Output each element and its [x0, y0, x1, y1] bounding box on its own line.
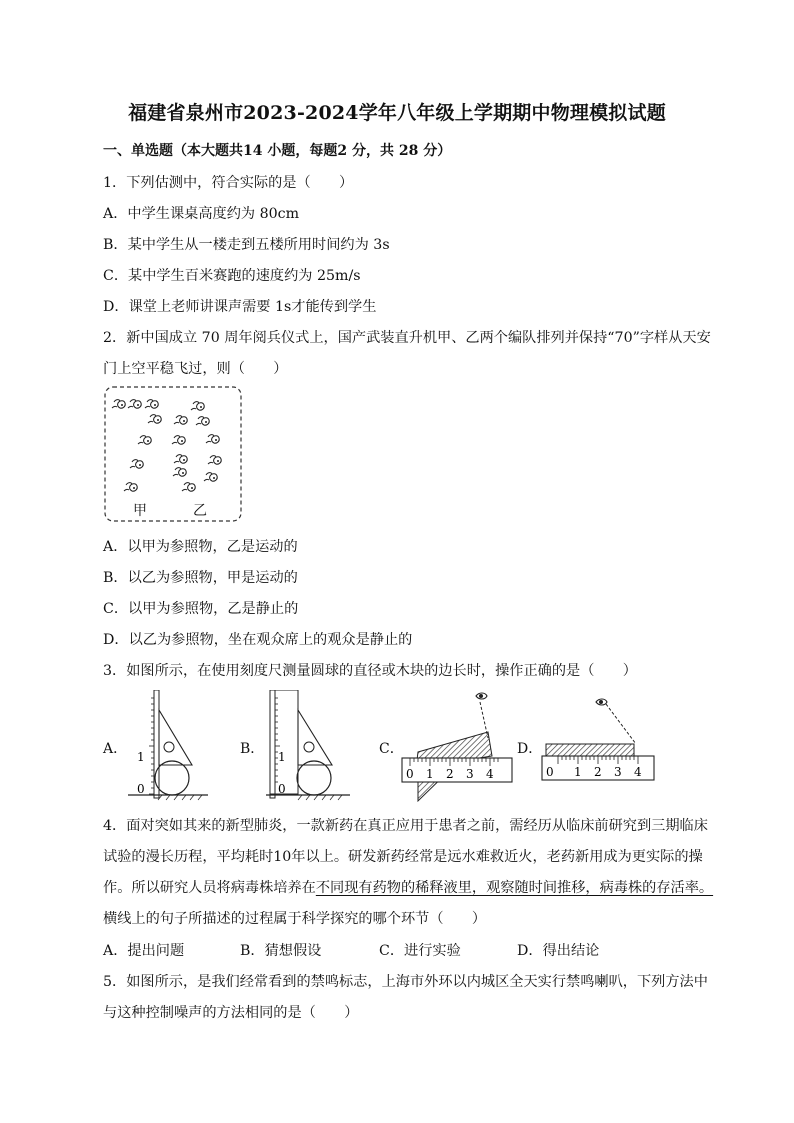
ruler-d-tick-1: 1 [574, 765, 582, 779]
ruler-d-tick-3: 3 [614, 765, 622, 779]
ruler-figure-b [262, 690, 354, 802]
ruler-d-tick-4: 4 [634, 765, 642, 779]
ruler-d-tick-2: 2 [594, 765, 602, 779]
ruler-b-mark-1: 1 [278, 750, 286, 764]
ruler-c-tick-4: 4 [486, 767, 494, 781]
q3-stem: 3．如图所示，在使用刻度尺测量圆球的直径或木块的边长时，操作正确的是（ ） [103, 663, 637, 679]
q1-option-a: A．中学生课桌高度约为 80cm [103, 206, 300, 222]
q4-line4: 横线上的句子所描述的过程属于科学探究的哪个环节（ ） [103, 911, 487, 927]
ruler-d-tick-0: 0 [546, 765, 554, 779]
ruler-b-mark-0: 0 [278, 782, 286, 796]
q2-option-b: B．以乙为参照物，甲是运动的 [103, 570, 298, 586]
q2-option-d: D．以乙为参照物，坐在观众席上的观众是静止的 [103, 632, 413, 648]
section-heading: 一、单选题（本大题共14 小题，每题2 分，共 28 分） [103, 143, 452, 159]
page-title: 福建省泉州市2023-2024学年八年级上学期期中物理模拟试题 [128, 102, 666, 124]
q3-label-d: D． [517, 741, 543, 757]
ruler-c-tick-2: 2 [446, 767, 454, 781]
helicopter-formation-figure [104, 386, 242, 522]
ruler-c-tick-3: 3 [466, 767, 474, 781]
q3-label-b: B． [240, 741, 265, 757]
q2-option-c: C．以甲为参照物，乙是静止的 [103, 601, 299, 617]
ruler-a-mark-1: 1 [137, 750, 145, 764]
q1-option-b: B．某中学生从一楼走到五楼所用时间约为 3s [103, 237, 390, 253]
q1-stem: 1．下列估测中，符合实际的是（ ） [103, 175, 354, 191]
formation-label-yi: 乙 [193, 503, 207, 519]
formation-label-jia: 甲 [133, 503, 147, 519]
q5-line1: 5．如图所示，是我们经常看到的禁鸣标志，上海市外环以内城区全天实行禁鸣喇叭，下列方法中 [103, 974, 708, 990]
q4-line1: 4．面对突如其来的新型肺炎，一款新药在真正应用于患者之前，需经历从临床前研究到三期临床 [103, 818, 708, 834]
ruler-c-tick-1: 1 [426, 767, 434, 781]
ruler-figure-a [124, 690, 214, 802]
q3-label-a: A． [103, 741, 128, 757]
q4-line2: 试验的漫长历程，平均耗时10年以上。研发新药经常是远水难救近火，老药新用成为更实际的操 [103, 849, 703, 865]
q4-option-c: C．进行实验 [379, 943, 461, 959]
ruler-a-mark-0: 0 [137, 782, 145, 796]
q4-underlined-sentence: 不同现有药物的稀释液里，观察随时间推移，病毒株的存活率。 [315, 880, 714, 896]
ruler-figure-d [540, 688, 658, 798]
q4-option-d: D．得出结论 [517, 943, 600, 959]
q1-option-d: D．课堂上老师讲课声需要 1s才能传到学生 [103, 299, 377, 315]
q5-line2: 与这种控制噪声的方法相同的是（ ） [103, 1005, 359, 1021]
q4-option-b: B．猜想假设 [240, 943, 322, 959]
q4-option-a: A．提出问题 [103, 943, 185, 959]
q4-line3 [103, 877, 713, 897]
q4-line3-plain: 作。所以研究人员将病毒株培养在 [103, 880, 316, 896]
ruler-c-tick-0: 0 [406, 767, 414, 781]
q2-stem-line1: 2．新中国成立 70 周年阅兵仪式上，国产武装直升机甲、乙两个编队排列并保持“70”字样从天安 [103, 330, 711, 346]
q2-option-a: A．以甲为参照物，乙是运动的 [103, 539, 298, 555]
q1-option-c: C．某中学生百米赛跑的速度约为 25m/s [103, 268, 361, 284]
q3-label-c: C． [379, 741, 404, 757]
q2-stem-line2: 门上空平稳飞过，则（ ） [103, 361, 288, 377]
ruler-figure-c [398, 688, 518, 804]
